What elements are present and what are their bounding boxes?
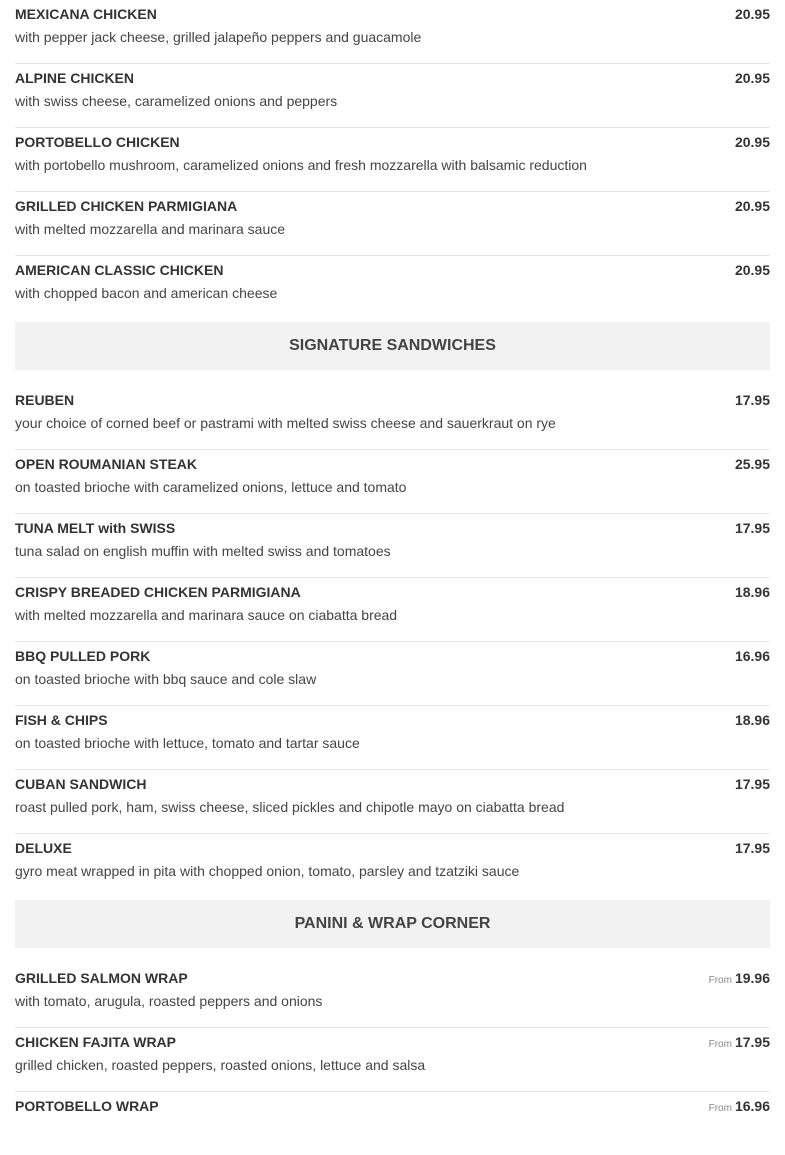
- menu-list: [15, 0, 770, 1155]
- item-name: DELUXE: [15, 840, 72, 856]
- item-description: with chopped bacon and american cheese: [15, 285, 278, 301]
- price-prefix: From: [708, 1103, 732, 1114]
- item-price: [735, 70, 770, 86]
- price-prefix: From: [708, 975, 732, 986]
- menu-item-portobello-chicken[interactable]: [15, 128, 770, 192]
- item-name: TUNA MELT with SWISS: [15, 520, 176, 536]
- price-amount: 25.95: [734, 456, 770, 472]
- price-amount: 20.95: [734, 134, 770, 150]
- price-amount: 20.95: [734, 6, 770, 22]
- menu-item-portobello-wrap[interactable]: [15, 1092, 770, 1155]
- item-price: [735, 198, 770, 214]
- item-price: [735, 262, 770, 278]
- menu-item-chicken-fajita-wrap[interactable]: [15, 1028, 770, 1092]
- item-price: [735, 712, 770, 728]
- item-name: CUBAN SANDWICH: [15, 776, 147, 792]
- menu-item-grilled-chicken-parmigiana[interactable]: [15, 192, 770, 256]
- item-price: [735, 520, 770, 536]
- item-name: FISH & CHIPS: [15, 712, 108, 728]
- price-amount: 17.95: [734, 520, 770, 536]
- price-amount: 20.95: [734, 262, 770, 278]
- item-description: grilled chicken, roasted peppers, roasted onions, lettuce and salsa: [15, 1057, 426, 1073]
- price-amount: 20.95: [734, 198, 770, 214]
- item-price: [735, 6, 770, 22]
- item-description: with pepper jack cheese, grilled jalapeño peppers and guacamole: [15, 29, 422, 45]
- menu-item-grilled-salmon-wrap[interactable]: [15, 964, 770, 1028]
- section-header-panini-wrap-corner: PANINI & WRAP CORNER: [15, 900, 770, 948]
- price-amount: 19.96: [734, 970, 770, 986]
- menu-item-mexicana-chicken[interactable]: [15, 0, 770, 64]
- menu-item-deluxe[interactable]: [15, 834, 770, 897]
- price-amount: 18.96: [734, 712, 770, 728]
- item-description: tuna salad on english muffin with melted swiss and tomatoes: [15, 543, 391, 559]
- item-description: with portobello mushroom, caramelized onions and fresh mozzarella with balsamic reduction: [15, 157, 587, 173]
- item-name: OPEN ROUMANIAN STEAK: [15, 456, 198, 472]
- item-description: gyro meat wrapped in pita with chopped onion, tomato, parsley and tzatziki sauce: [15, 863, 520, 879]
- menu-item-american-classic-chicken[interactable]: [15, 256, 770, 319]
- item-description: with tomato, arugula, roasted peppers and onions: [15, 993, 323, 1009]
- menu-item-alpine-chicken[interactable]: [15, 64, 770, 128]
- item-price: [735, 648, 770, 664]
- price-amount: 17.95: [734, 392, 770, 408]
- item-description: with swiss cheese, caramelized onions and peppers: [15, 93, 338, 109]
- item-price: [735, 584, 770, 600]
- price-amount: 16.96: [734, 1098, 770, 1114]
- item-description: with melted mozzarella and marinara sauce on ciabatta bread: [15, 607, 398, 623]
- item-price: [735, 134, 770, 150]
- item-name: ALPINE CHICKEN: [15, 70, 135, 86]
- item-description: on toasted brioche with bbq sauce and cole slaw: [15, 671, 317, 687]
- menu-item-reuben[interactable]: [15, 386, 770, 450]
- item-name: REUBEN: [15, 392, 75, 408]
- price-amount: 17.95: [734, 1034, 770, 1050]
- item-price: [709, 970, 770, 986]
- item-description: your choice of corned beef or pastrami with melted swiss cheese and sauerkraut on rye: [15, 415, 556, 431]
- menu-item-fish-chips[interactable]: [15, 706, 770, 770]
- price-amount: 16.96: [734, 648, 770, 664]
- price-amount: 17.95: [734, 840, 770, 856]
- item-description: on toasted brioche with caramelized onions, lettuce and tomato: [15, 479, 407, 495]
- menu-item-crispy-breaded-chicken-parmigiana[interactable]: [15, 578, 770, 642]
- item-price: [735, 392, 770, 408]
- item-name: AMERICAN CLASSIC CHICKEN: [15, 262, 224, 278]
- section-header-signature-sandwiches: SIGNATURE SANDWICHES: [15, 322, 770, 370]
- price-prefix: From: [708, 1039, 732, 1050]
- menu-item-open-roumanian-steak[interactable]: [15, 450, 770, 514]
- item-description: on toasted brioche with lettuce, tomato and tartar sauce: [15, 735, 360, 751]
- item-price: [709, 1034, 770, 1050]
- price-amount: 17.95: [734, 776, 770, 792]
- item-price: [735, 840, 770, 856]
- item-description: roast pulled pork, ham, swiss cheese, sliced pickles and chipotle mayo on ciabatta bread: [15, 799, 565, 815]
- item-price: [709, 1098, 770, 1114]
- item-name: GRILLED CHICKEN PARMIGIANA: [15, 198, 238, 214]
- menu-item-bbq-pulled-pork[interactable]: [15, 642, 770, 706]
- item-description: with melted mozzarella and marinara sauce: [15, 221, 286, 237]
- item-name: CHICKEN FAJITA WRAP: [15, 1034, 176, 1050]
- menu-item-tuna-melt-with-swiss[interactable]: [15, 514, 770, 578]
- item-name: MEXICANA CHICKEN: [15, 6, 157, 22]
- menu-item-cuban-sandwich[interactable]: [15, 770, 770, 834]
- item-name: PORTOBELLO WRAP: [15, 1098, 159, 1114]
- item-price: [735, 776, 770, 792]
- item-name: CRISPY BREADED CHICKEN PARMIGIANA: [15, 584, 301, 600]
- price-amount: 18.96: [734, 584, 770, 600]
- item-name: GRILLED SALMON WRAP: [15, 970, 188, 986]
- price-amount: 20.95: [734, 70, 770, 86]
- item-price: [735, 456, 770, 472]
- item-name: BBQ PULLED PORK: [15, 648, 151, 664]
- item-name: PORTOBELLO CHICKEN: [15, 134, 180, 150]
